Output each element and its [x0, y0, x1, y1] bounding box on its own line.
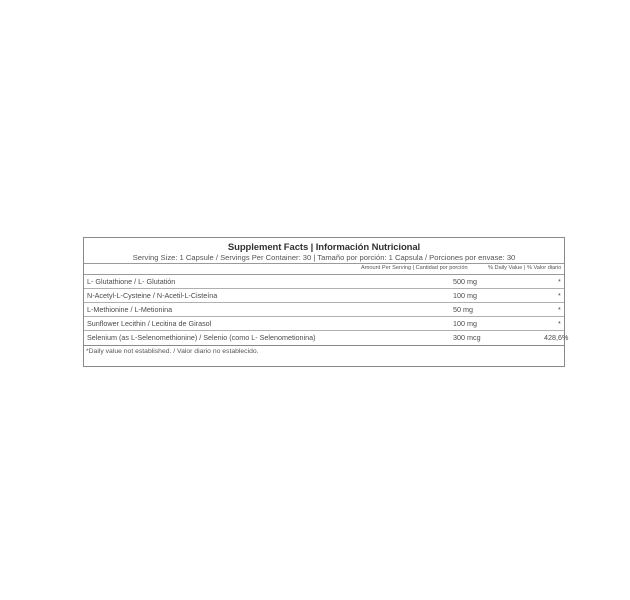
ingredient-row-glutathione — [84, 275, 564, 289]
facts-header — [84, 238, 564, 263]
serving-size-line: Serving Size: 1 Capsule / Servings Per Container: 30 | Tamaño por porción: 1 Capsula / Porciones por envase: 30 — [132, 253, 516, 262]
ingredient-amount: 50 mg — [453, 305, 473, 314]
ingredient-daily-value: * — [558, 291, 561, 300]
facts-title: Supplement Facts | Información Nutricional — [227, 242, 421, 253]
ingredient-daily-value: * — [558, 305, 561, 314]
ingredient-amount: 100 mg — [453, 291, 477, 300]
ingredient-daily-value: * — [558, 319, 561, 328]
daily-value-footnote: *Daily value not established. / Valor diario no establecido. — [86, 348, 259, 355]
ingredient-name: N-Acetyl-L-Cysteine / N-Acetil-L-Cisteína — [87, 291, 218, 300]
ingredient-row-lecithin — [84, 317, 564, 331]
ingredient-daily-value: * — [558, 277, 561, 286]
ingredient-amount: 100 mg — [453, 319, 477, 328]
ingredient-rows — [84, 274, 569, 346]
column-headers — [84, 263, 564, 274]
amount-column-header: Amount Per Serving | Cantidad por porción — [361, 265, 468, 271]
ingredient-name: L- Glutathione / L- Glutatión — [87, 277, 176, 286]
daily-value-column-header: % Daily Value | % Valor diario — [488, 265, 562, 271]
ingredient-name: Selenium (as L-Selenomethionine) / Selenio (como L- Selenometionina) — [87, 333, 316, 342]
ingredient-row-methionine — [84, 303, 564, 317]
ingredient-name: Sunflower Lecithin / Lecitina de Girasol — [87, 319, 212, 328]
ingredient-row-selenium — [84, 331, 569, 346]
supplement-facts-panel — [83, 237, 569, 367]
ingredient-amount: 300 mcg — [453, 333, 481, 342]
ingredient-amount: 500 mg — [453, 277, 477, 286]
ingredient-row-nac — [84, 289, 564, 303]
ingredient-daily-value: 428,6% — [544, 333, 569, 342]
ingredient-name: L-Methionine / L-Metionina — [87, 305, 173, 314]
